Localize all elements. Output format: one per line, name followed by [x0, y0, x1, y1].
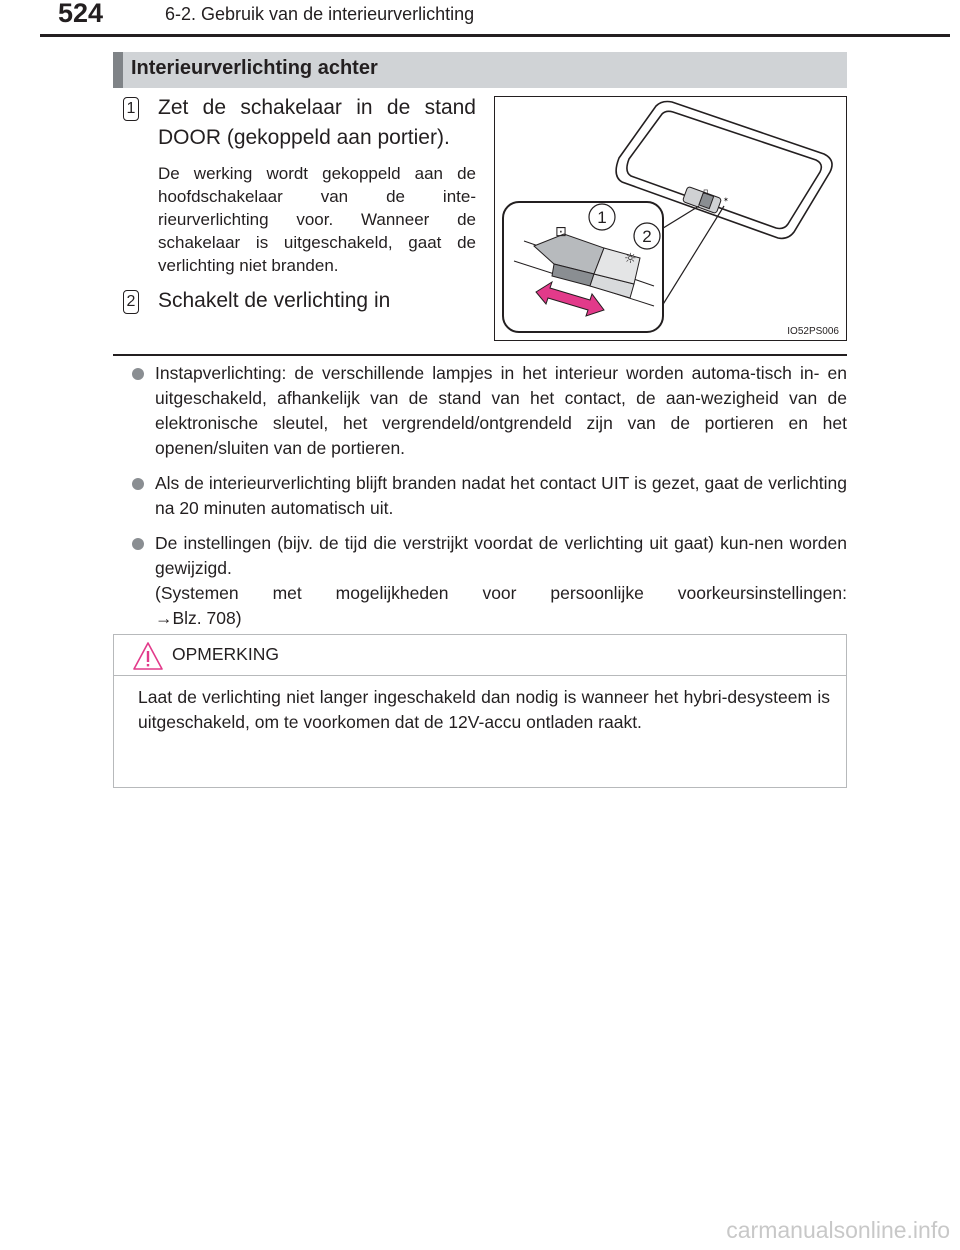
svg-text:✶: ✶ [723, 197, 729, 204]
step-1-title: Zet de schakelaar in de stand DOOR (gekoppeld aan portier). [158, 96, 476, 149]
step-2-title: Schakelt de verlichting in [158, 289, 391, 312]
rear-light-illustration [494, 96, 847, 341]
bullet-text: Instapverlichting: de verschillende lampjes in het interieur worden automa-tisch in- en uitgeschakeld, afhankelijk van de stand van het contact, de aan-wezigheid van de elektronische sleutel, het vergrendeld/ontgrendeld zijn van de portieren en het openen/sluiten van de portieren. [155, 363, 847, 458]
svg-text:☼: ☼ [624, 251, 637, 267]
watermark: carmanualsonline.info [726, 1217, 950, 1243]
running-title: 6-2. Gebruik van de interieurverlichting [165, 4, 475, 24]
section-header [113, 52, 847, 88]
bullet-dot-icon [132, 478, 144, 490]
bullet-text-continued: (Systemen met mogelijkheden voor persoonlijke voorkeursinstellingen: [155, 583, 847, 603]
svg-text:⊓: ⊓ [703, 189, 709, 196]
step-1-number: 1 [123, 97, 139, 121]
bullet-dot-icon [132, 538, 144, 550]
notice-title: OPMERKING [172, 644, 279, 664]
bullet-item [131, 531, 847, 631]
header-rule [40, 34, 950, 37]
notice-body: Laat de verlichting niet langer ingeschakeld dan nodig is wanneer het hybri-desysteem is uitgeschakeld, om te voorkomen dat de 12V-accu ontladen raakt. [138, 687, 830, 732]
bullet-item [131, 361, 847, 461]
bullet-text: Als de interieurverlichting blijft branden nadat het contact UIT is gezet, gaat de verlichting na 20 minuten automatisch uit. [155, 473, 847, 518]
page-number: 524 [58, 0, 104, 28]
notice-box [113, 634, 847, 788]
bullet-text: De instellingen (bijv. de tijd die verstrijkt voordat de verlichting uit gaat) kun-nen worden gewijzigd. [155, 533, 847, 578]
page-reference: →Blz. 708) [155, 608, 242, 628]
section-divider [113, 354, 847, 356]
rear-light-drawing [494, 96, 847, 341]
bullet-dot-icon [132, 368, 144, 380]
step-2-number: 2 [123, 290, 139, 314]
warning-triangle-icon [132, 641, 164, 671]
figure-code: IO52PS006 [787, 326, 839, 337]
bullet-item [131, 471, 847, 521]
notice-header [114, 635, 846, 676]
section-title: Interieurverlichting achter [131, 57, 378, 79]
callout-2-label: 2 [642, 227, 652, 246]
callout-1-label: 1 [597, 208, 607, 227]
svg-text:⊡: ⊡ [555, 224, 567, 240]
bullet-list [131, 361, 847, 641]
step-1-description: De werking wordt gekoppeld aan de hoofdschakelaar van de inte-rieurverlichting voor. Wanneer de schakelaar is uitgeschakeld, gaat de verlichting niet branden. [158, 164, 476, 275]
